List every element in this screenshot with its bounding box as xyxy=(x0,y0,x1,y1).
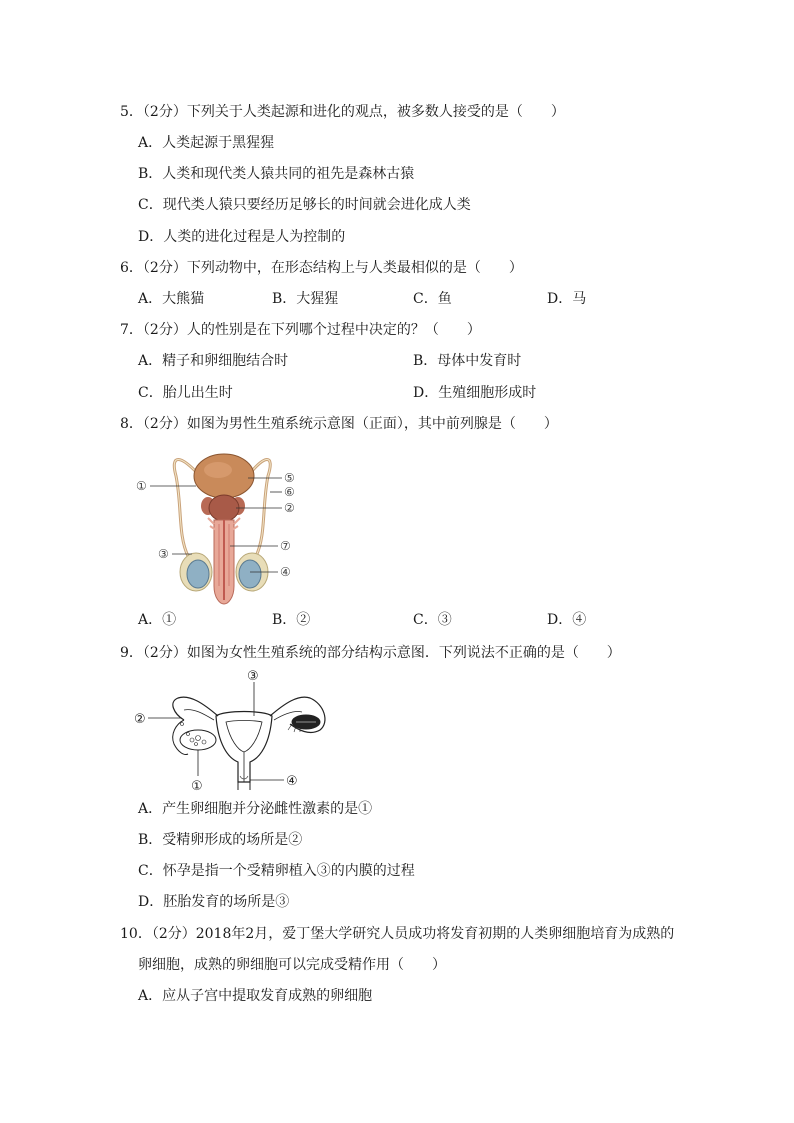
q10-stem-line2: 卵细胞，成熟的卵细胞可以完成受精作用（ ） xyxy=(138,957,446,973)
label-4: ④ xyxy=(280,565,291,579)
female-reproductive-diagram xyxy=(134,664,334,794)
label-2: ② xyxy=(134,712,146,727)
label-5: ⑤ xyxy=(284,471,295,485)
q5-option-a[interactable]: A．人类起源于黑猩猩 xyxy=(138,135,275,151)
label-1: ① xyxy=(191,779,203,794)
q8-option-c[interactable]: C．③ xyxy=(413,612,452,628)
q5-option-b[interactable]: B．人类和现代类人猿共同的祖先是森林古猿 xyxy=(138,166,415,182)
q7-option-a[interactable]: A．精子和卵细胞结合时 xyxy=(138,353,289,369)
q8-stem: 8．（2分）如图为男性生殖系统示意图（正面），其中前列腺是（ ） xyxy=(120,416,558,432)
label-4: ④ xyxy=(286,774,298,789)
label-2: ② xyxy=(284,501,295,515)
q9-option-c[interactable]: C．怀孕是指一个受精卵植入③的内膜的过程 xyxy=(138,863,415,879)
label-6: ⑥ xyxy=(284,485,295,499)
q7-option-d[interactable]: D．生殖细胞形成时 xyxy=(413,385,537,401)
q8-option-b[interactable]: B．② xyxy=(272,612,311,628)
q6-option-c[interactable]: C．鱼 xyxy=(413,291,452,307)
q9-option-a[interactable]: A．产生卵细胞并分泌雌性激素的是① xyxy=(138,801,373,817)
q7-option-c[interactable]: C．胎儿出生时 xyxy=(138,385,233,401)
prostate xyxy=(209,495,239,521)
q6-option-a[interactable]: A．大熊猫 xyxy=(138,291,205,307)
testis-right xyxy=(239,560,261,588)
label-3: ③ xyxy=(158,547,169,561)
q8-option-a[interactable]: A．① xyxy=(138,612,177,628)
q7-option-b[interactable]: B．母体中发育时 xyxy=(413,353,522,369)
q10-option-a[interactable]: A．应从子宫中提取发育成熟的卵细胞 xyxy=(138,988,373,1004)
q5-option-d[interactable]: D．人类的进化过程是人为控制的 xyxy=(138,229,346,245)
q9-option-b[interactable]: B．受精卵形成的场所是② xyxy=(138,832,303,848)
q7-stem: 7．（2分）人的性别是在下列哪个过程中决定的？（ ） xyxy=(120,322,481,338)
ovary-left xyxy=(180,730,216,750)
q6-option-b[interactable]: B．大猩猩 xyxy=(272,291,339,307)
male-reproductive-diagram xyxy=(130,446,300,608)
q9-option-d[interactable]: D．胚胎发育的场所是③ xyxy=(138,894,290,910)
label-7: ⑦ xyxy=(280,539,291,553)
q9-stem: 9．（2分）如图为女性生殖系统的部分结构示意图．下列说法不正确的是（ ） xyxy=(120,645,621,661)
label-1: ① xyxy=(136,479,147,493)
q8-option-d[interactable]: D．④ xyxy=(547,612,587,628)
q5-option-c[interactable]: C．现代类人猿只要经历足够长的时间就会进化成人类 xyxy=(138,197,471,213)
q6-option-d[interactable]: D．马 xyxy=(547,291,587,307)
q10-stem-line1: 10．（2分）2018年2月，爱丁堡大学研究人员成功将发育初期的人类卵细胞培育为成熟的 xyxy=(120,926,675,942)
fallopian-tube-left xyxy=(173,697,218,720)
q6-stem: 6．（2分）下列动物中，在形态结构上与人类最相似的是（ ） xyxy=(120,260,523,276)
q5-stem: 5．（2分）下列关于人类起源和进化的观点，被多数人接受的是（ ） xyxy=(120,104,565,120)
label-3: ③ xyxy=(247,669,259,684)
testis-left xyxy=(187,560,209,588)
